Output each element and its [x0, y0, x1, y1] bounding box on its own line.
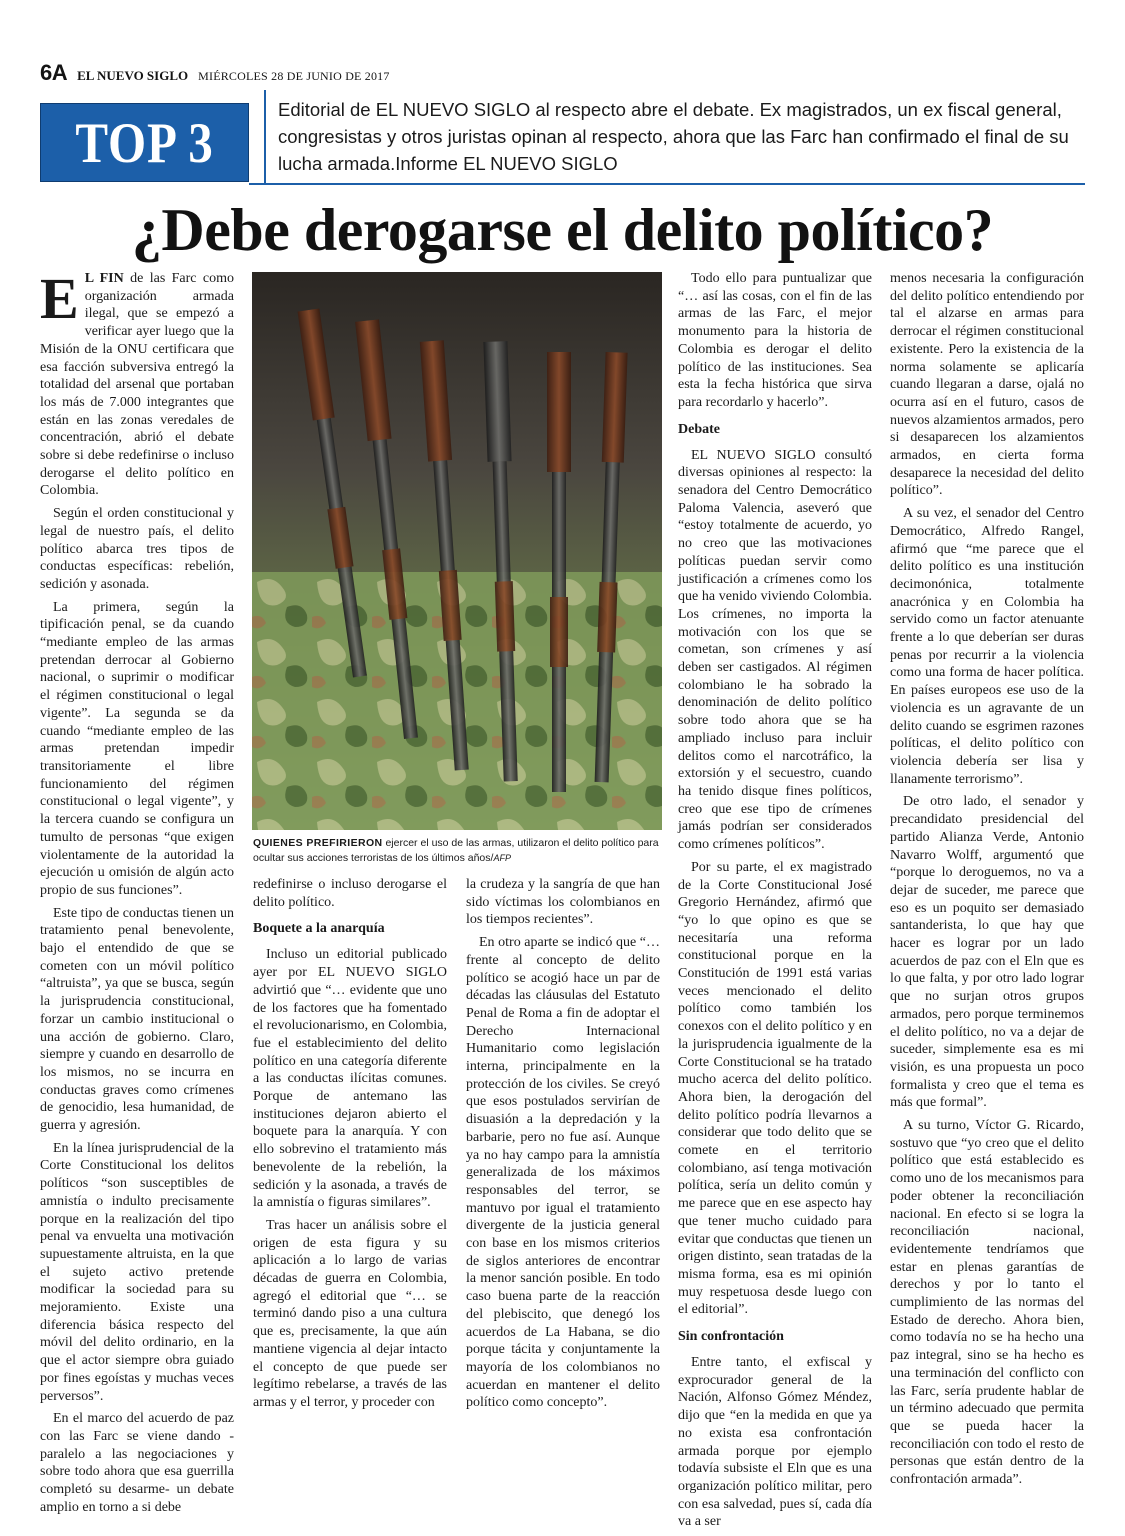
- paragraph: Incluso un editorial publicado ayer por EL NUEVO SIGLO advirtió que “… evidente que uno de los factores que ha fomentado el revolucionarismo, en Colombia, fue el establecimiento del delito político en una categoría diferente a las conductas ilícitas comunes. Porque de antemano las instituciones dejaron abierto el boquete para la anarquía. Y con ello sobrevino el tratamiento más benevolente de la rebelión, la sedición y la asonada, a través de la amnistía o figuras similares”.: [253, 947, 448, 1211]
- paragraph: Entre tanto, el exfiscal y exprocurador general de la Nación, Alfonso Gómez Méndez, dijo que “en la medida en que ya no exista esa confrontación armada porque por ejemplo todavía subsiste el Eln que es una organización político militar, pero con esa salvedad, pues sí, cada día va a ser: [678, 1355, 872, 1530]
- page-number: 6A: [40, 60, 68, 85]
- intro-summary: Editorial de EL NUEVO SIGLO al respecto abre el debate. Ex magistrados, un ex fiscal general, congresistas y otros juristas opinan al respecto, ahora que las Farc han confirmado el final de su lucha armada.Informe EL NUEVO SIGLO: [278, 99, 1069, 174]
- intro-divider: [264, 90, 266, 183]
- paragraph: Todo ello para puntualizar que “… así las cosas, con el fin de las armas de las Farc, el mejor monumento para la historia de Colombia es derogar el delito político de las instituciones. Sea esta la fecha histórica que sirva para recordarlo y hacerlo”.: [678, 271, 872, 410]
- paragraph: menos necesaria la configuración del delito político entendiendo por tal el alzarse en armas para derrocar el régimen constitucional existente. Pero la existencia de la norma solamente se aplicaría cuando llegaran a darse, ojalá no ocurra así en el futuro, casos de nuevos alzamientos armados, pero si desaparecen los alzamientos armados, en cierta forma desaparece la necesidad del delito político”.: [890, 271, 1084, 499]
- photo-credit: AFP: [493, 853, 511, 863]
- newspaper-name: EL NUEVO SIGLO: [77, 68, 189, 83]
- paragraph: En la línea jurisprudencial de la Corte Constitucional los delitos políticos “son susceptibles de amnistía o indulto precisamente porque en la realización del tipo penal va envuelta una motivación supuestamente altruista, en la que el sujeto activo pretende modificar la sociedad para su mejoramiento. Existe una diferencia básica respecto del móvil del delito ordinario, en la que el actor siempre obra guiado por fines egoístas y muchas veces perversos”.: [40, 1140, 234, 1404]
- paragraph: Por su parte, el ex magistrado de la Corte Constitucional José Gregorio Hernández, afirmó que “yo lo que opino es que se necesitaría una reforma constitucional porque en la Constitución de 1991 está varias veces mencionado el delito político como también los conexos con el delito político y en la jurisprudencia igualmente de la Corte Constitucional se ha tratado mucho acerca del delito político. Ahora bien, la derogación del delito político podría llevarnos a considerar que todo delito que se comete en el territorio colombiano, así tenga motivación política, sería un delito común y me parece que en ese aspecto hay que tener mucho cuidado para evitar que conductas que tienen un origen distinto, sean tratadas de la misma forma, esa es mi opinión muy respetuosa desde luego con el editorial”.: [678, 859, 872, 1318]
- article-column-1: [40, 266, 234, 1522]
- paragraph: En el marco del acuerdo de paz con las Farc se viene dando -paralelo a las negociaciones y sobre todo ahora que esa guerrilla completó su desarme- un debate amplio en torno a si debe: [40, 1411, 234, 1515]
- paragraph: En otro aparte se indicó que “… frente al concepto de delito político se acogió hace un par de décadas las cláusulas del Estatuto Penal de Roma a fin de adoptar el Derecho Internacional Humanitario como legislación interna, principalmente en la protección de los civiles. Se creyó que esos postulados servirían de disuasión a la depredación y la barbarie, pero no fue así. Aunque ya no hay campo para la amnistía generalizada de los máximos responsables del terror, se mantuvo por igual el tratamiento divergente de la justicia general con base en los mismos criterios de siglos anteriores de encontrar la menor sanción posible. En todo caso buena parte de la reacción del plebiscito, que denegó los acuerdos de La Habana, se dio porque tácita y conjuntamente la mayoría de los colombianos no acuerdan en mantener el delito político como concepto”.: [466, 935, 660, 1411]
- lead-paragraph: [40, 266, 234, 500]
- lead-words: L FIN: [84, 271, 124, 286]
- paragraph: EL NUEVO SIGLO consultó diversas opiniones al respecto: la senadora del Centro Democrático Paloma Valencia, aseveró que “estoy totalmente de acuerdo, yo no creo que las motivaciones políticas puedan servir como justificación a crímenes como los que ha venido viviendo Colombia. Los crímenes, no importa la motivación con los que se cometan, son crímenes y así deben ser castigados. Al régimen colombiano le ha sobrado la denominación de delito político sobre todo ahora que se ha ampliado incluso para incluir delitos como el narcotráfico, la extorsión y el secuestro, cuando ha tenido disque fines políticos, creo que ese tipo de crímenes jamás podrían ser considerados como crímenes políticos”.: [678, 447, 872, 853]
- headline: ¿Debe derogarse el delito político?: [131, 197, 994, 263]
- paragraph: Este tipo de conductas tienen un tratamiento penal benevolente, bajo el entendido de que se cometen con un móvil político “altruista”, ya que se busca, según la jurisprudencia constitucional, forzar un cambio institucional o una acción de gobierno. Claro, siempre y cuando en desarrollo de los mismos, no se incurra en conductas graves como crímenes de genocidio, lesa humanidad, de guerra y agresión.: [40, 905, 234, 1134]
- page-folio: [40, 60, 390, 86]
- paragraph: A su turno, Víctor G. Ricardo, sostuvo que “yo creo que el delito político que está establecido es como uno de los mecanismos para poder obtener la reconciliación nacional. En efecto si se logra la reconciliación nacional, evidentemente tendríamos que estar en plenas garantías de derechos y por lo tanto el cumplimiento de las normas del Estado de derecho. Ahora bien, como todavía no se ha hecho una paz integral, sino se ha hecho es una terminación del conflicto con las Farc, sería prudente hablar de un término adecuado que permita que se pueda hacer la reconciliación con todo el resto de personas que están dentro de la confrontación armada”.: [890, 1118, 1084, 1488]
- paragraph: De otro lado, el senador y precandidato presidencial del partido Alianza Verde, Antonio Navarro Wolff, argumentó que “porque lo deroguemos, no va a dejar de suceder, me parece que eso es un poquito ser demasiado santanderista, lo que hay que hacer es lograr por un lado acuerdos de paz con el Eln que es lo que falta, y por otro lado lograr que no surjan otros grupos armados, pero porque terminemos el delito político, no va a dejar de suceder, simplemente esa es mi visión, es una propuesta un poco formalista y creo que el tema es más que formal”.: [890, 794, 1084, 1111]
- drop-cap: E: [40, 266, 79, 331]
- section-badge: [40, 103, 249, 182]
- subheading-debate: Debate: [678, 421, 720, 437]
- paragraph: Tras hacer un análisis sobre el origen de esta figura y su aplicación a lo largo de varias décadas de guerra en Colombia, agregó el editorial que “… se terminó dando piso a una cultura que es, precisamente, la que aún mantiene vigencia al dejar intacto el concepto de que puede ser legítimo rebelarse, a través de las armas y el terror, y proceder con: [253, 1217, 447, 1410]
- paragraph: La primera, según la tipificación penal, se da cuando “mediante empleo de las armas pretendan derrocar al Gobierno nacional, o suprimir o modificar el régimen constitucional o legal vigente”. La segunda se da cuando “mediante empleo de las armas pretendan impedir transitoriamente el libre funcionamiento del régimen constitucional o legal vigente”, y la tercera cuando se configura un tumulto de personas “que exigen violentamente de la autoridad la ejecución u omisión de algún acto propio de sus funciones”.: [40, 599, 234, 898]
- issue-date: MIÉRCOLES 28 DE JUNIO DE 2017: [198, 69, 390, 83]
- article-column-4: [678, 270, 872, 1536]
- lead-text: de las Farc como organización armada ilegal, que se empezó a verificar ayer luego que la Misión de la ONU certificara que esa facción subversiva entregó la totalidad del arsenal que portaban los más de 7.000 integrantes que están en las zonas veredales de concentración, abrió el debate sobre si debe redefinirse o incluso derogarse el delito político en Colombia.: [40, 271, 234, 499]
- subheading-boquete: Boquete a la anarquía: [253, 921, 385, 937]
- article-column-2: [253, 876, 447, 1417]
- caption-lead: QUIENES PREFIRIERON: [253, 837, 383, 849]
- caption-text: ejercer el uso de las armas, utilizaron el delito político para ocultar sus acciones terroristas de los últimos años/: [253, 837, 659, 864]
- paragraph: Según el orden constitucional y legal de nuestro país, el delito político abarca tres tipos de conductas específicas: rebelión, sedición y asonada.: [40, 506, 234, 592]
- photo-caption: [253, 836, 661, 866]
- paragraph: redefinirse o incluso derogarse el delito político.: [253, 877, 447, 910]
- article-column-5: [890, 270, 1084, 1494]
- subheading-sin-confrontacion: Sin confrontación: [678, 1329, 784, 1345]
- paragraph: A su vez, el senador del Centro Democrático, Alfredo Rangel, afirmó que “me parece que el delito político es una institución decimonónica, totalmente anacrónica y en Colombia ha servido como un factor atenuante frente a lo que deberían ser duras penas por recurrir a la violencia como una forma de hacer política. En países europeos ese uso de la violencia es un agravante de un delito cuando se esgrimen razones políticas, el delito político con violencia debería ser lisa y llanamente terrorismo”.: [890, 506, 1084, 787]
- paragraph: la crudeza y la sangría de que han sido víctimas los colombianos en los tiempos recientes”.: [466, 877, 660, 928]
- section-badge-label: TOP 3: [75, 112, 214, 175]
- article-column-3: [466, 876, 660, 1417]
- intro-underline: [249, 183, 1085, 185]
- weapons-photo: [252, 272, 662, 830]
